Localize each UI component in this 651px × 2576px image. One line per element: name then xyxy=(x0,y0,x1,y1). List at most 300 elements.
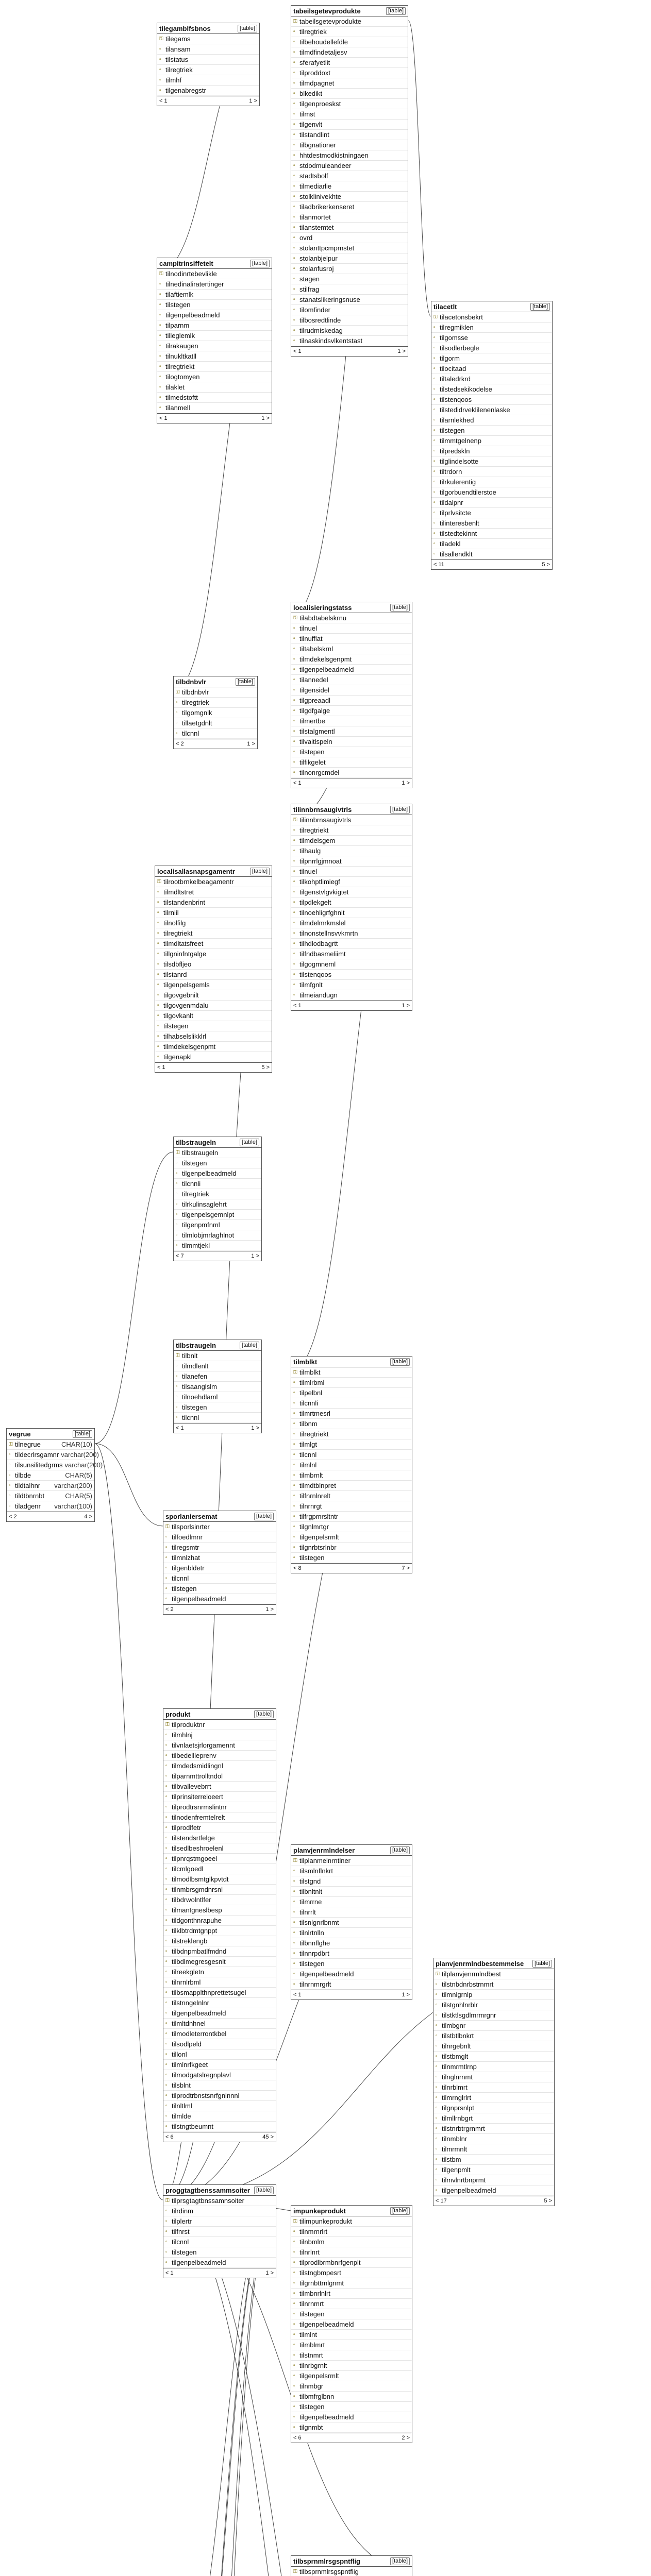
table-tilmblkt[interactable] xyxy=(291,1356,412,1573)
table-vegrue[interactable] xyxy=(6,1428,103,1522)
column-row xyxy=(155,887,272,897)
column-name: tilgogmneml xyxy=(299,960,336,968)
child-count: 5 > xyxy=(542,562,550,568)
column-row xyxy=(291,305,408,315)
table-footer xyxy=(291,1990,412,1999)
primary-key-icon: ⚿ xyxy=(157,879,161,885)
column-row xyxy=(291,2422,412,2433)
column-name: tilrakaugen xyxy=(165,342,198,350)
column-name: tilbdrwolntlfer xyxy=(172,1896,211,1904)
column-icon: ▫ xyxy=(157,951,159,957)
table-impunkeprodukt[interactable] xyxy=(291,2205,412,2443)
column-row xyxy=(291,675,412,685)
column-icon: ▫ xyxy=(433,489,436,495)
column-row xyxy=(7,1450,99,1460)
column-icon: ▫ xyxy=(293,636,295,641)
column-name: tilstatus xyxy=(165,56,189,63)
column-icon: ▫ xyxy=(293,1462,295,1468)
column-name: tilmmtjekl xyxy=(182,1242,210,1249)
column-row xyxy=(291,2278,412,2289)
column-row xyxy=(291,2237,412,2247)
column-row xyxy=(163,1584,276,1594)
column-row xyxy=(291,140,408,150)
table-name: tabeilsgetevprodukte xyxy=(293,7,361,15)
column-icon: ▫ xyxy=(293,286,295,292)
table-tilbdnbvlr[interactable] xyxy=(173,676,258,749)
table-name: tilbdnbvlr xyxy=(176,677,207,686)
table-tilinnbrnsaugivtrls[interactable] xyxy=(291,804,412,1011)
column-icon: ▫ xyxy=(293,1400,295,1406)
column-row xyxy=(431,446,552,456)
column-name: tilmbnrlnlrt xyxy=(299,2290,330,2297)
column-name: tilmblkt xyxy=(299,1368,321,1376)
primary-key-icon: ⚿ xyxy=(433,314,438,320)
column-name: tilstenqoos xyxy=(299,971,332,978)
column-icon: ▫ xyxy=(293,930,295,936)
column-row xyxy=(291,1501,412,1512)
table-header xyxy=(291,804,412,815)
table-type-tag: [table] xyxy=(390,806,410,814)
column-icon: ▫ xyxy=(293,276,295,282)
column-name: tilnonstellnsvvkmrtn xyxy=(299,929,358,937)
column-name: tilanmortet xyxy=(299,213,331,221)
column-icon: ▫ xyxy=(165,2260,168,2265)
child-count: 1 > xyxy=(249,98,257,104)
column-name: tilmst xyxy=(299,110,315,118)
column-row xyxy=(291,295,408,305)
column-name: tilsodlerbegle xyxy=(440,344,479,352)
column-row xyxy=(174,1402,261,1413)
column-icon: ▫ xyxy=(165,1753,168,1758)
column-icon: ▫ xyxy=(176,1415,178,1420)
column-name: tilmertbe xyxy=(299,717,325,725)
column-row xyxy=(291,2268,412,2278)
column-name: tilansam xyxy=(165,45,191,53)
column-type: CHAR(5) xyxy=(65,1492,92,1500)
column-type: CHAR(10) xyxy=(61,1440,92,1448)
column-row xyxy=(163,1573,276,1584)
column-icon: ▫ xyxy=(293,183,295,189)
column-name: tilmantgneslbesp xyxy=(172,1906,222,1914)
column-name: tilprodlbrmbnrfgenplt xyxy=(299,2259,361,2266)
column-icon: ▫ xyxy=(293,2249,295,2255)
column-icon: ▫ xyxy=(176,1191,178,1197)
table-type-tag: [table] xyxy=(530,303,550,311)
column-row xyxy=(431,343,552,353)
column-row xyxy=(7,1481,94,1491)
column-row xyxy=(157,362,272,372)
column-icon: ▫ xyxy=(293,770,295,775)
column-name: tilnegrue xyxy=(15,1440,41,1448)
column-row xyxy=(433,2144,554,2155)
column-name: tilpnrrlgjmnoat xyxy=(299,857,342,865)
column-name: tilgorbuendtilerstoe xyxy=(440,488,496,496)
column-icon: ▫ xyxy=(436,2043,438,2049)
column-row xyxy=(291,836,412,846)
column-icon: ▫ xyxy=(165,2113,168,2119)
column-name: tilgovgebnilt xyxy=(163,991,199,999)
column-name: tilstandlint xyxy=(299,131,329,139)
table-type-tag: [table] xyxy=(254,2187,274,2194)
column-icon: ▫ xyxy=(293,1452,295,1458)
column-icon: ▫ xyxy=(176,1201,178,1207)
column-name: tilsnlgnrlbnmt xyxy=(299,1919,339,1926)
column-icon: ▫ xyxy=(293,2342,295,2348)
column-icon: ▫ xyxy=(293,91,295,96)
column-row xyxy=(431,539,552,549)
child-count: 5 > xyxy=(261,1064,270,1071)
table-localisallasnapsgamentr[interactable] xyxy=(155,866,272,1073)
primary-key-icon: ⚿ xyxy=(165,1722,170,1727)
column-name: tilmlnl xyxy=(299,1461,317,1469)
column-name: tilregtriekt xyxy=(299,1430,329,1438)
column-icon: ▫ xyxy=(436,1981,438,1987)
column-icon: ▫ xyxy=(165,1763,168,1769)
table-footer xyxy=(174,739,257,749)
column-row xyxy=(163,2216,276,2227)
primary-key-icon: ⚿ xyxy=(165,2198,170,2204)
column-icon: ▫ xyxy=(293,1534,295,1540)
column-row xyxy=(291,1856,412,1866)
column-row xyxy=(291,181,408,192)
column-name: tilvaitlspeln xyxy=(299,738,332,745)
column-name: tilaftiemlk xyxy=(165,291,194,298)
column-row xyxy=(174,687,257,698)
column-name: tiladbrikerkenseret xyxy=(299,203,355,211)
column-row xyxy=(163,2206,276,2216)
column-row xyxy=(291,939,412,949)
column-name: tilmrrne xyxy=(299,1898,322,1906)
column-icon: ▫ xyxy=(9,1493,11,1499)
column-name: tiladgenr xyxy=(15,1502,41,1510)
column-name: tilmdltatsfreet xyxy=(163,940,204,947)
table-planvjenrmlndelser[interactable] xyxy=(291,1844,412,2000)
column-icon: ▫ xyxy=(293,708,295,714)
table-localisieringstatss[interactable] xyxy=(291,602,412,788)
column-name: ovrd xyxy=(299,234,313,242)
column-name: tilstnngelnlnr xyxy=(172,1999,209,2007)
column-icon: ▫ xyxy=(436,2157,438,2162)
column-icon: ▫ xyxy=(436,2023,438,2028)
column-row xyxy=(291,253,408,264)
table-type-tag: [table] xyxy=(390,2207,410,2215)
column-name: tilstandenbrint xyxy=(163,899,205,906)
column-icon: ▫ xyxy=(165,1825,168,1831)
column-icon: ▫ xyxy=(293,1878,295,1884)
column-icon: ▫ xyxy=(293,1899,295,1905)
column-row xyxy=(291,959,412,970)
column-name: tilproddoxt xyxy=(299,69,330,77)
column-row xyxy=(291,1512,412,1522)
table-produkt[interactable] xyxy=(163,1708,276,2142)
column-name: tilgenpelbeadmeld xyxy=(299,2413,354,2421)
column-type: varchar(200) xyxy=(61,1451,99,1459)
column-icon: ▫ xyxy=(176,700,178,705)
column-icon: ▫ xyxy=(433,438,436,444)
column-name: stadtsbolf xyxy=(299,172,328,180)
table-tilbstraugeln[interactable] xyxy=(173,1137,262,1261)
column-name: tilmrnglrlrt xyxy=(442,2094,472,2102)
column-row xyxy=(163,1895,276,1905)
column-icon: ▫ xyxy=(293,759,295,765)
column-row xyxy=(163,1957,276,1967)
column-row xyxy=(163,2111,276,2122)
table-footer xyxy=(291,1563,412,1573)
column-row xyxy=(291,212,408,223)
table-footer xyxy=(155,1062,272,1072)
column-icon: ▫ xyxy=(157,1013,159,1019)
column-icon: ▫ xyxy=(165,1876,168,1882)
table-tilacetlt[interactable] xyxy=(431,301,553,570)
column-row xyxy=(291,1532,412,1543)
column-icon: ▫ xyxy=(165,2124,168,2129)
column-row xyxy=(291,1948,412,1959)
parent-count: < 1 xyxy=(159,415,168,421)
column-icon: ▫ xyxy=(293,122,295,127)
column-icon: ▫ xyxy=(176,710,178,716)
column-icon: ▫ xyxy=(293,910,295,916)
column-name: tilgenpelbeadmeld xyxy=(172,2259,226,2266)
column-name: tilbgnationer xyxy=(299,141,336,149)
column-icon: ▫ xyxy=(157,972,159,977)
column-icon: ▫ xyxy=(157,1003,159,1008)
column-row xyxy=(433,2185,554,2196)
column-icon: ▫ xyxy=(176,1363,178,1369)
column-icon: ▫ xyxy=(165,2052,168,2057)
column-icon: ▫ xyxy=(293,900,295,905)
table-name: vegrue xyxy=(9,1430,31,1438)
column-row xyxy=(155,897,272,908)
column-icon: ▫ xyxy=(157,900,159,905)
column-icon: ▫ xyxy=(293,194,295,199)
column-name: tilpdlekgelt xyxy=(299,899,331,906)
table-type-tag: [table] xyxy=(390,604,410,612)
primary-key-icon: ⚿ xyxy=(176,689,180,695)
column-icon: ▫ xyxy=(165,2072,168,2078)
column-name: tilgnrbtsrlnbr xyxy=(299,1544,337,1551)
table-footer xyxy=(174,1423,261,1433)
column-icon: ▫ xyxy=(433,541,436,547)
column-row xyxy=(291,1491,412,1501)
table-type-tag: [table] xyxy=(390,1846,410,1854)
parent-count: < 1 xyxy=(293,348,302,354)
column-name: tilprlvsitcte xyxy=(440,509,471,517)
table-header xyxy=(433,1958,554,1969)
column-row xyxy=(163,1823,276,1833)
column-row xyxy=(163,2101,276,2111)
column-icon: ▫ xyxy=(157,941,159,946)
column-name: tilnuel xyxy=(299,624,317,632)
column-name: tilparnmttrolltndol xyxy=(172,1772,223,1780)
column-row xyxy=(291,2402,412,2412)
primary-key-icon: ⚿ xyxy=(293,1858,297,1863)
parent-count: < 1 xyxy=(165,2270,174,2276)
column-icon: ▫ xyxy=(159,323,161,328)
column-icon: ▫ xyxy=(293,698,295,703)
column-icon: ▫ xyxy=(433,325,436,330)
primary-key-icon: ⚿ xyxy=(293,19,297,24)
table-tilbsprnmlrsgspntflig[interactable] xyxy=(291,2555,412,2576)
column-icon: ▫ xyxy=(165,1565,168,1571)
column-row xyxy=(155,1001,272,1011)
column-row xyxy=(163,1854,276,1864)
column-icon: ▫ xyxy=(165,2229,168,2234)
column-name: tilmdfindetaljesv xyxy=(299,48,347,56)
column-row xyxy=(291,27,408,37)
column-name: tilgnprsnlpt xyxy=(442,2104,474,2112)
column-type: varchar(200) xyxy=(64,1461,103,1469)
column-icon: ▫ xyxy=(293,2229,295,2234)
column-name: tilstegen xyxy=(163,1022,189,1030)
column-name: tilgenpelbeadmeld xyxy=(172,2009,226,2017)
column-row xyxy=(163,2237,276,2247)
column-name: tilmlde xyxy=(172,2112,191,2120)
column-icon: ▫ xyxy=(293,889,295,895)
column-name: tilstngtbeumnt xyxy=(172,2123,213,2130)
table-tabeilsgetevprodukte[interactable] xyxy=(291,5,408,357)
column-row xyxy=(163,1740,276,1751)
column-name: tildtalhnr xyxy=(15,1482,41,1489)
table-type-tag: [table] xyxy=(386,7,406,15)
column-icon: ▫ xyxy=(157,1044,159,1049)
column-row xyxy=(174,1220,261,1230)
column-icon: ▫ xyxy=(293,667,295,672)
column-icon: ▫ xyxy=(293,920,295,926)
column-name: tilomfinder xyxy=(299,306,330,314)
column-name: tilgenbldetr xyxy=(172,1564,205,1572)
column-row xyxy=(291,846,412,856)
column-name: tilmeiandugn xyxy=(299,991,338,999)
column-row xyxy=(431,312,552,323)
column-name: tilnoehligrfghnlt xyxy=(299,909,345,917)
table-header xyxy=(291,2206,412,2216)
column-name: tilgenpelbeadmeld xyxy=(165,311,220,319)
column-name: tilbsprnmlrsgspntflig xyxy=(299,2568,359,2575)
column-row xyxy=(291,696,412,706)
column-row xyxy=(291,223,408,233)
column-name: tilstegen xyxy=(299,1960,325,1968)
column-row xyxy=(431,529,552,539)
column-name: tabeilsgetevprodukte xyxy=(299,18,361,25)
table-tilbstraugeln[interactable] xyxy=(173,1340,262,1433)
column-row xyxy=(291,2340,412,2350)
column-row xyxy=(7,1439,94,1450)
column-row xyxy=(431,549,552,560)
column-icon: ▫ xyxy=(159,46,161,52)
column-icon: ▫ xyxy=(165,1856,168,1861)
column-name: tilnglnrnmt xyxy=(442,2073,473,2081)
table-name: tilacetlt xyxy=(433,302,457,311)
column-name: tilregtriek xyxy=(182,699,209,706)
column-row xyxy=(433,2082,554,2093)
column-icon: ▫ xyxy=(165,1959,168,1964)
parent-count: < 6 xyxy=(165,2134,174,2140)
column-name: tildgonthnrapuhe xyxy=(172,1917,222,1924)
column-row xyxy=(291,990,412,1001)
column-name: tilmdedsmidlingnl xyxy=(172,1762,223,1770)
column-name: tilbdnbvlr xyxy=(182,688,209,696)
column-name: tilgenpelbeadmeld xyxy=(182,1170,237,1177)
column-row xyxy=(174,1392,261,1402)
column-icon: ▫ xyxy=(293,2383,295,2389)
column-icon: ▫ xyxy=(157,1023,159,1029)
column-row xyxy=(291,2361,412,2371)
column-row xyxy=(433,2134,554,2144)
column-icon: ▫ xyxy=(293,1930,295,1936)
column-name: tilregtriekt xyxy=(299,826,329,834)
column-row xyxy=(291,1866,412,1876)
column-row xyxy=(291,99,408,109)
column-row xyxy=(291,685,412,696)
column-name: tilgnmbt xyxy=(299,2424,323,2431)
column-icon: ▫ xyxy=(176,1222,178,1228)
column-icon: ▫ xyxy=(165,2082,168,2088)
column-icon: ▫ xyxy=(436,1992,438,1997)
column-row xyxy=(163,1594,276,1604)
column-row xyxy=(291,37,408,47)
column-name: tilnuel xyxy=(299,868,317,875)
column-icon: ▫ xyxy=(293,2425,295,2430)
table-name: produkt xyxy=(165,1710,191,1718)
column-icon: ▫ xyxy=(165,2239,168,2245)
column-row xyxy=(155,970,272,980)
column-row xyxy=(291,1481,412,1491)
column-icon: ▫ xyxy=(293,266,295,272)
column-icon: ▫ xyxy=(436,2064,438,2070)
relationship-line xyxy=(408,21,431,316)
column-name: tilnrbgrnlt xyxy=(299,2362,327,2369)
table-name: planvjenrmlndelser xyxy=(293,1846,355,1854)
table-tilegamblfsbnos[interactable] xyxy=(157,23,260,106)
column-row xyxy=(431,518,552,529)
column-row xyxy=(174,718,257,728)
column-row xyxy=(157,269,272,279)
column-row xyxy=(431,426,552,436)
column-row xyxy=(163,1864,276,1874)
column-name: blkedikt xyxy=(299,90,323,97)
column-row xyxy=(163,1998,276,2008)
column-row xyxy=(157,55,259,65)
column-row xyxy=(163,1833,276,1843)
column-name: tilrkulerentig xyxy=(440,478,476,486)
column-row xyxy=(163,2029,276,2039)
table-planvjenrmlndbestemmelse[interactable] xyxy=(433,1958,555,2206)
column-icon: ▫ xyxy=(433,345,436,351)
table-type-tag: [table] xyxy=(390,1358,410,1366)
table-campitrinsiffetelt[interactable] xyxy=(157,258,272,423)
table-sporlaniersemat[interactable] xyxy=(163,1511,276,1615)
column-icon: ▫ xyxy=(436,2012,438,2018)
column-row xyxy=(433,2052,554,2062)
column-icon: ▫ xyxy=(433,531,436,536)
column-icon: ▫ xyxy=(159,302,161,308)
column-name: tilreekgletn xyxy=(172,1968,204,1976)
column-icon: ▫ xyxy=(293,2239,295,2245)
column-name: tilfndbasmeliimt xyxy=(299,950,346,958)
column-name: tilmblmrt xyxy=(299,2341,325,2349)
table-proggtagtbenssammsoiter[interactable] xyxy=(163,2184,276,2278)
column-row xyxy=(163,1812,276,1823)
column-icon: ▫ xyxy=(165,2021,168,2026)
column-icon: ▫ xyxy=(157,982,159,988)
column-row xyxy=(157,34,259,44)
column-name: tilgrnbttrnlgnmt xyxy=(299,2279,344,2287)
column-icon: ▫ xyxy=(176,1374,178,1379)
table-header xyxy=(174,1340,261,1351)
column-name: tilbdnpmbatlfmdnd xyxy=(172,1947,227,1955)
table-name: tilegamblfsbnos xyxy=(159,24,211,32)
table-name: tilbstraugeln xyxy=(176,1138,216,1146)
